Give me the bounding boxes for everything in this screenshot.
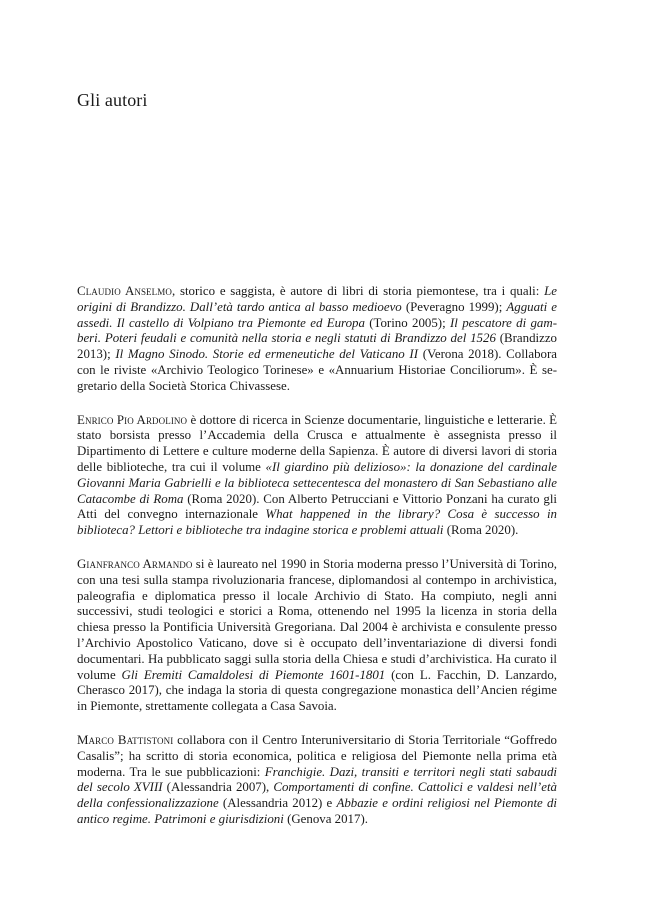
bio-text: è dottore di ricerca in Scienze documentarie, linguistiche e letterarie. È stato borsista presso l’Accademia della Crusca e attualmente è assegnista presso il Dipartimento di Lettere e culture moderne della Sapienza. È autore di diversi lavori di storia delle biblioteche, tra cui il volume [77, 412, 557, 474]
work-title: Il Magno Sinodo. Storie ed ermeneutiche del Vaticano II [115, 347, 419, 362]
work-title: Comportamenti di confine. Cattolici e valdesi nell’età della confessionalizzazione [77, 780, 557, 811]
bio-text: (Brandizzo 2013); [77, 331, 557, 362]
author-bio-text [77, 413, 557, 538]
bio-text: (Roma 2020). [443, 523, 519, 538]
author-bio-text [77, 557, 557, 713]
author-bio [77, 284, 557, 395]
author-name: Marco Battistoni [77, 732, 174, 747]
author-name: Gianfranco Armando [77, 556, 193, 571]
work-title: Abbazie e ordini religiosi nel Piemonte di antico regime. Patrimoni e giurisdizioni [77, 796, 557, 826]
bio-text: collabora con il Centro Interuniversitario di Storia Territoriale “Goffredo Casalis”; ha scritto di storia economica, politica e religiosa del Piemonte nella prima età moderna. Tra le sue pubblicazioni: [77, 732, 557, 779]
work-title: «Il giardino più delizioso»: la donazione del cardinale Giovanni Maria Gabrielli e la biblioteca settecentesca del monastero di San Sebastiano alle Catacombe di Roma [77, 459, 557, 506]
bio-text: (Torino 2005); [364, 315, 450, 330]
page-title: Gli autori [77, 90, 148, 110]
bio-text: (Roma 2020). Con Alberto Petrucciani e Vittorio Ponzani ha curato gli Atti del convegno internazionale [77, 491, 557, 522]
work-title: Agguati e assedi. Il castello di Volpiano tra Piemonte ed Europa [77, 299, 558, 330]
bio-text: (Alessandria 2007), [162, 780, 274, 795]
bio-text: (Peveragno 1999); [401, 299, 507, 314]
work-title: Gli Eremiti Camaldolesi di Piemonte 1601-1801 [121, 667, 386, 682]
author-bio-text [77, 284, 557, 393]
work-title: What happened in the library? Cosa è successo in biblioteca? Lettori e biblioteche tra indagine storica e problemi attuali [77, 507, 557, 538]
work-title: Le origini di Brandizzo. Dall’età tardo antica al basso medioevo [77, 284, 557, 314]
bio-text: (con L. Facchin, D. Lanzardo, Cherasco 2017), che indaga la storia di questa congregazione monastica dell’Ancien régime in Piemonte, strettamente collegata a Casa Savoia. [77, 667, 557, 714]
author-name: Enrico Pio Ardolino [77, 412, 188, 427]
bio-text: (Genova 2017). [283, 811, 368, 826]
author-bio [77, 557, 557, 715]
work-title: Il pescatore di gamberi. Poteri feudali e comunità nella storia e negli statuti di Brandizzo del 1526 [77, 315, 557, 346]
author-bio [77, 413, 557, 539]
bio-text: (Verona 2018). Collabora con le riviste «Archivio Teologico Torinese» e «Annuarium Historiae Conciliorum». È segretario della Società Storica Chivassese. [77, 347, 557, 393]
bio-text: si è laureato nel 1990 in Storia moderna presso l’Università di Torino, con una tesi sulla stampa rivoluzionaria francese, diplomandosi al contempo in archivistica, paleografia e diplomatica presso il locale Archivio di Stato. Ha compiuto, negli anni successivi, studi teologici e storici a Roma, ottenendo nel 1995 la licenza in storia della chiesa presso la Pontificia Università Gregoriana. Dal 2004 è archivista e consulente presso l’Archivio Apostolico Vaticano, dove si è occupato dell’inventariazione di diversi fondi documentari. Ha pubblicato saggi sulla storia della Chiesa e studi d’archivistica. Ha curato il volume [77, 556, 557, 682]
author-name: Claudio Anselmo [77, 284, 172, 298]
bio-text: (Alessandria 2012) e [218, 796, 337, 811]
work-title: Franchigie. Dazi, transiti e territori negli stati sabaudi del secolo XVIII [77, 764, 558, 795]
author-bio [77, 733, 557, 828]
author-bios [77, 284, 557, 846]
bio-text: , storico e saggista, è autore di libri di storia piemontese, tra i quali: [171, 284, 545, 298]
